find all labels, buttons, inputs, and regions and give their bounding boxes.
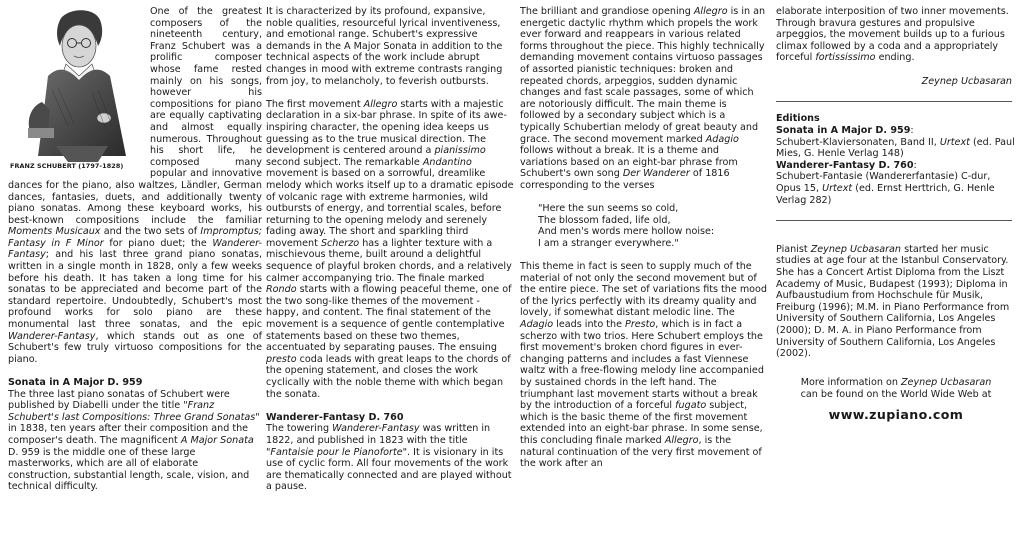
schubert-portrait: [8, 6, 146, 170]
more-info: More information on Zeynep Ucbasaran can be found on the World Wide Web at: [800, 377, 992, 400]
sonata-paragraph: The three last piano sonatas of Schubert were published by Diabelli under the title "Franz Schubert's last Compositions: Three Grand Sonatas" in 1838, ten years after their composition and the composer's death. The magnificent A Major Sonata D. 959 is the middle one of these large masterworks, which are all of elaborate construction, substantial length, scale, vision, and technical difficulty.: [8, 388, 260, 493]
pianist-bio: Pianist Zeynep Ucbasaran started her music studies at age four at the Istanbul Conservatory. She has a Concert Artist Diploma from the Liszt Academy of Music, Budapest (1993); Diploma in Aufbaustudium from Hochschule für Musik, Freiburg (1996); M.M. in Piano Performance from University of Southern California, Los Angeles (2000); D. M. A. in Piano Performance from University of Southern California, Los Angeles (2002).: [776, 243, 1010, 360]
portrait-caption: FRANZ SCHUBERT (1797-1828): [10, 162, 124, 170]
theme-paragraph: This theme in fact is seen to supply much of the material of not only the second movement but of the entire piece. The set of variations fits the mood of the lyrics perfectly with its dreamy quality and lovely, if somewhat distant melodic line. The Adagio leads into the Presto, which is in fact a scherzo with two trios. Here Schubert employs the first movement's broken chord figures in ever-changing patterns and includes a fast Viennese waltz with a free-flowing melody line accompanied by sustained chords in the left hand. The triumphant last movement starts without a break by the introduction of a forceful fugato subject, which is the basic theme of the first movement extended into an eight-bar phrase. In some sense, this concluding finale marked Allegro, is the natural continuation of the very first movement of the work after an: [520, 261, 768, 470]
edition-1: Sonata in A Major D. 959: Schubert-Klaviersonaten, Band II, Urtext (ed. Paul Mies, G. Henle Verlag 148): [776, 124, 1015, 160]
column-1: [8, 6, 262, 493]
column-3: [520, 6, 768, 470]
intro-paragraph: One of the greatest composers of the nineteenth century, Franz Schubert was a prolific composer whose fame rested mainly on his songs, however his compositions for piano are equally captivating and almost equally numerous. Throughout his short life, he composed many popular and innovative dances for the piano, also waltzes, Ländler, German dances, fantasies, duets, and additionally twenty piano sonatas. Among these keyboard works, his best-known compositions include the familiar Moments Musicaux and the two sets of Impromptus; Fantasy in F Minor for piano duet; the Wanderer-Fantasy; and his last three grand piano sonatas, written in a single month in 1828, only a few weeks before his death. It has taken a long time for his sonatas to be appreciated and become part of the standard repertoire. Undoubtedly, Schubert's most profound works for solo piano are these monumental last three sonatas, and the epic Wanderer-Fantasy, which stands out as one of Schubert's few truly virtuoso compositions for the piano.: [8, 6, 263, 365]
column-4: [776, 6, 1016, 420]
sonata-character-paragraph: It is characterized by its profound, expansive, noble qualities, resourceful lyrical inventiveness, and emotional range. Schubert's expressive demands in the A Major Sonata in addition to the technical aspects of the work include abrupt changes in mood with extreme contrasts ranging from joy, to melancholy, to feverish outbursts.: [266, 6, 503, 87]
author-signature: Zeynep Ucbasaran: [921, 75, 1012, 87]
wanderer-movements-paragraph: The brilliant and grandiose opening Allegro is in an energetic dactylic rhythm which propels the work ever forward and reappears in various related forms throughout the piece. This highly technically demanding movement contains virtuoso passages of assorted pianistic techniques: broken and repeated chords, arpeggios, sudden dynamic changes and fast scale passages, some of which are notoriously difficult. The main theme is followed by a secondary subject which is a typically Schubertian melody of great beauty and grace. The second movement marked Adagio follows without a break. It is a theme and variations based on an eight-bar phrase from Schubert's own song Der Wanderer of 1816 corresponding to the verses: [520, 6, 766, 191]
movements-paragraph: The first movement Allegro starts with a majestic declaration in a six-bar phrase. In spite of its awe-inspiring character, the opening idea keeps us guessing as to the true musical direction. The development is centered around a pianissimo second subject. The remarkable Andantino movement is based on a sorrowful, dreamlike melody which works itself up to a dramatic episode of volcanic rage with extreme harmonies, wild outbursts of energy, and torrential scales, before returning to the opening melody and serenely fading away. The short and sparkling third movement Scherzo has a lighter texture with a mischievous theme, built around a delightful sequence of playful broken chords, and a relatively calmer accompanying trio. The finale marked Rondo starts with a flowing peaceful theme, one of the two song-like themes of the movement - happy, and content. The final statement of the movement is a sequence of gentle contemplative statements based on these two themes, accentuated by separating pauses. The ensuing presto coda leads with great leaps to the chords of the opening statement, and closes the work cyclically with the noble theme with which began the sonata.: [266, 98, 514, 400]
verse-line: I am a stranger everywhere.": [538, 237, 679, 249]
edition-2: Wanderer-Fantasy D. 760: Schubert-Fantasie (Wandererfantasie) C-dur, Opus 15, Urtext (ed. Ernst Herttrich, G. Henle Verlag 282): [776, 159, 995, 206]
verse-line: And men's words mere hollow noise:: [538, 226, 715, 238]
sonata-heading: Sonata in A Major D. 959: [8, 377, 143, 388]
verse-line: The blossom faded, life old,: [538, 214, 671, 226]
wanderer-paragraph: The towering Wanderer-Fantasy was written in 1822, and published in 1823 with the title "Fantaisie pour le Pianoforte". It is visionary in its use of cyclic form. All four movements of the work are thematically connected and are played without a pause.: [266, 423, 512, 493]
song-verse: [520, 203, 768, 249]
conclusion-paragraph: elaborate interposition of two inner movements. Through bravura gestures and propulsive arpeggios, the movement builds up to a furious climax followed by a coda and a appropriately forceful fortississimo ending.: [776, 6, 1009, 64]
column-2: [266, 6, 514, 493]
website-link[interactable]: www.zupiano.com: [828, 406, 964, 422]
editions-heading: Editions: [776, 113, 820, 125]
portrait-engraving-image: [8, 6, 146, 162]
verse-line: "Here the sun seems so cold,: [538, 203, 679, 215]
wanderer-heading: Wanderer-Fantasy D. 760: [266, 411, 404, 423]
